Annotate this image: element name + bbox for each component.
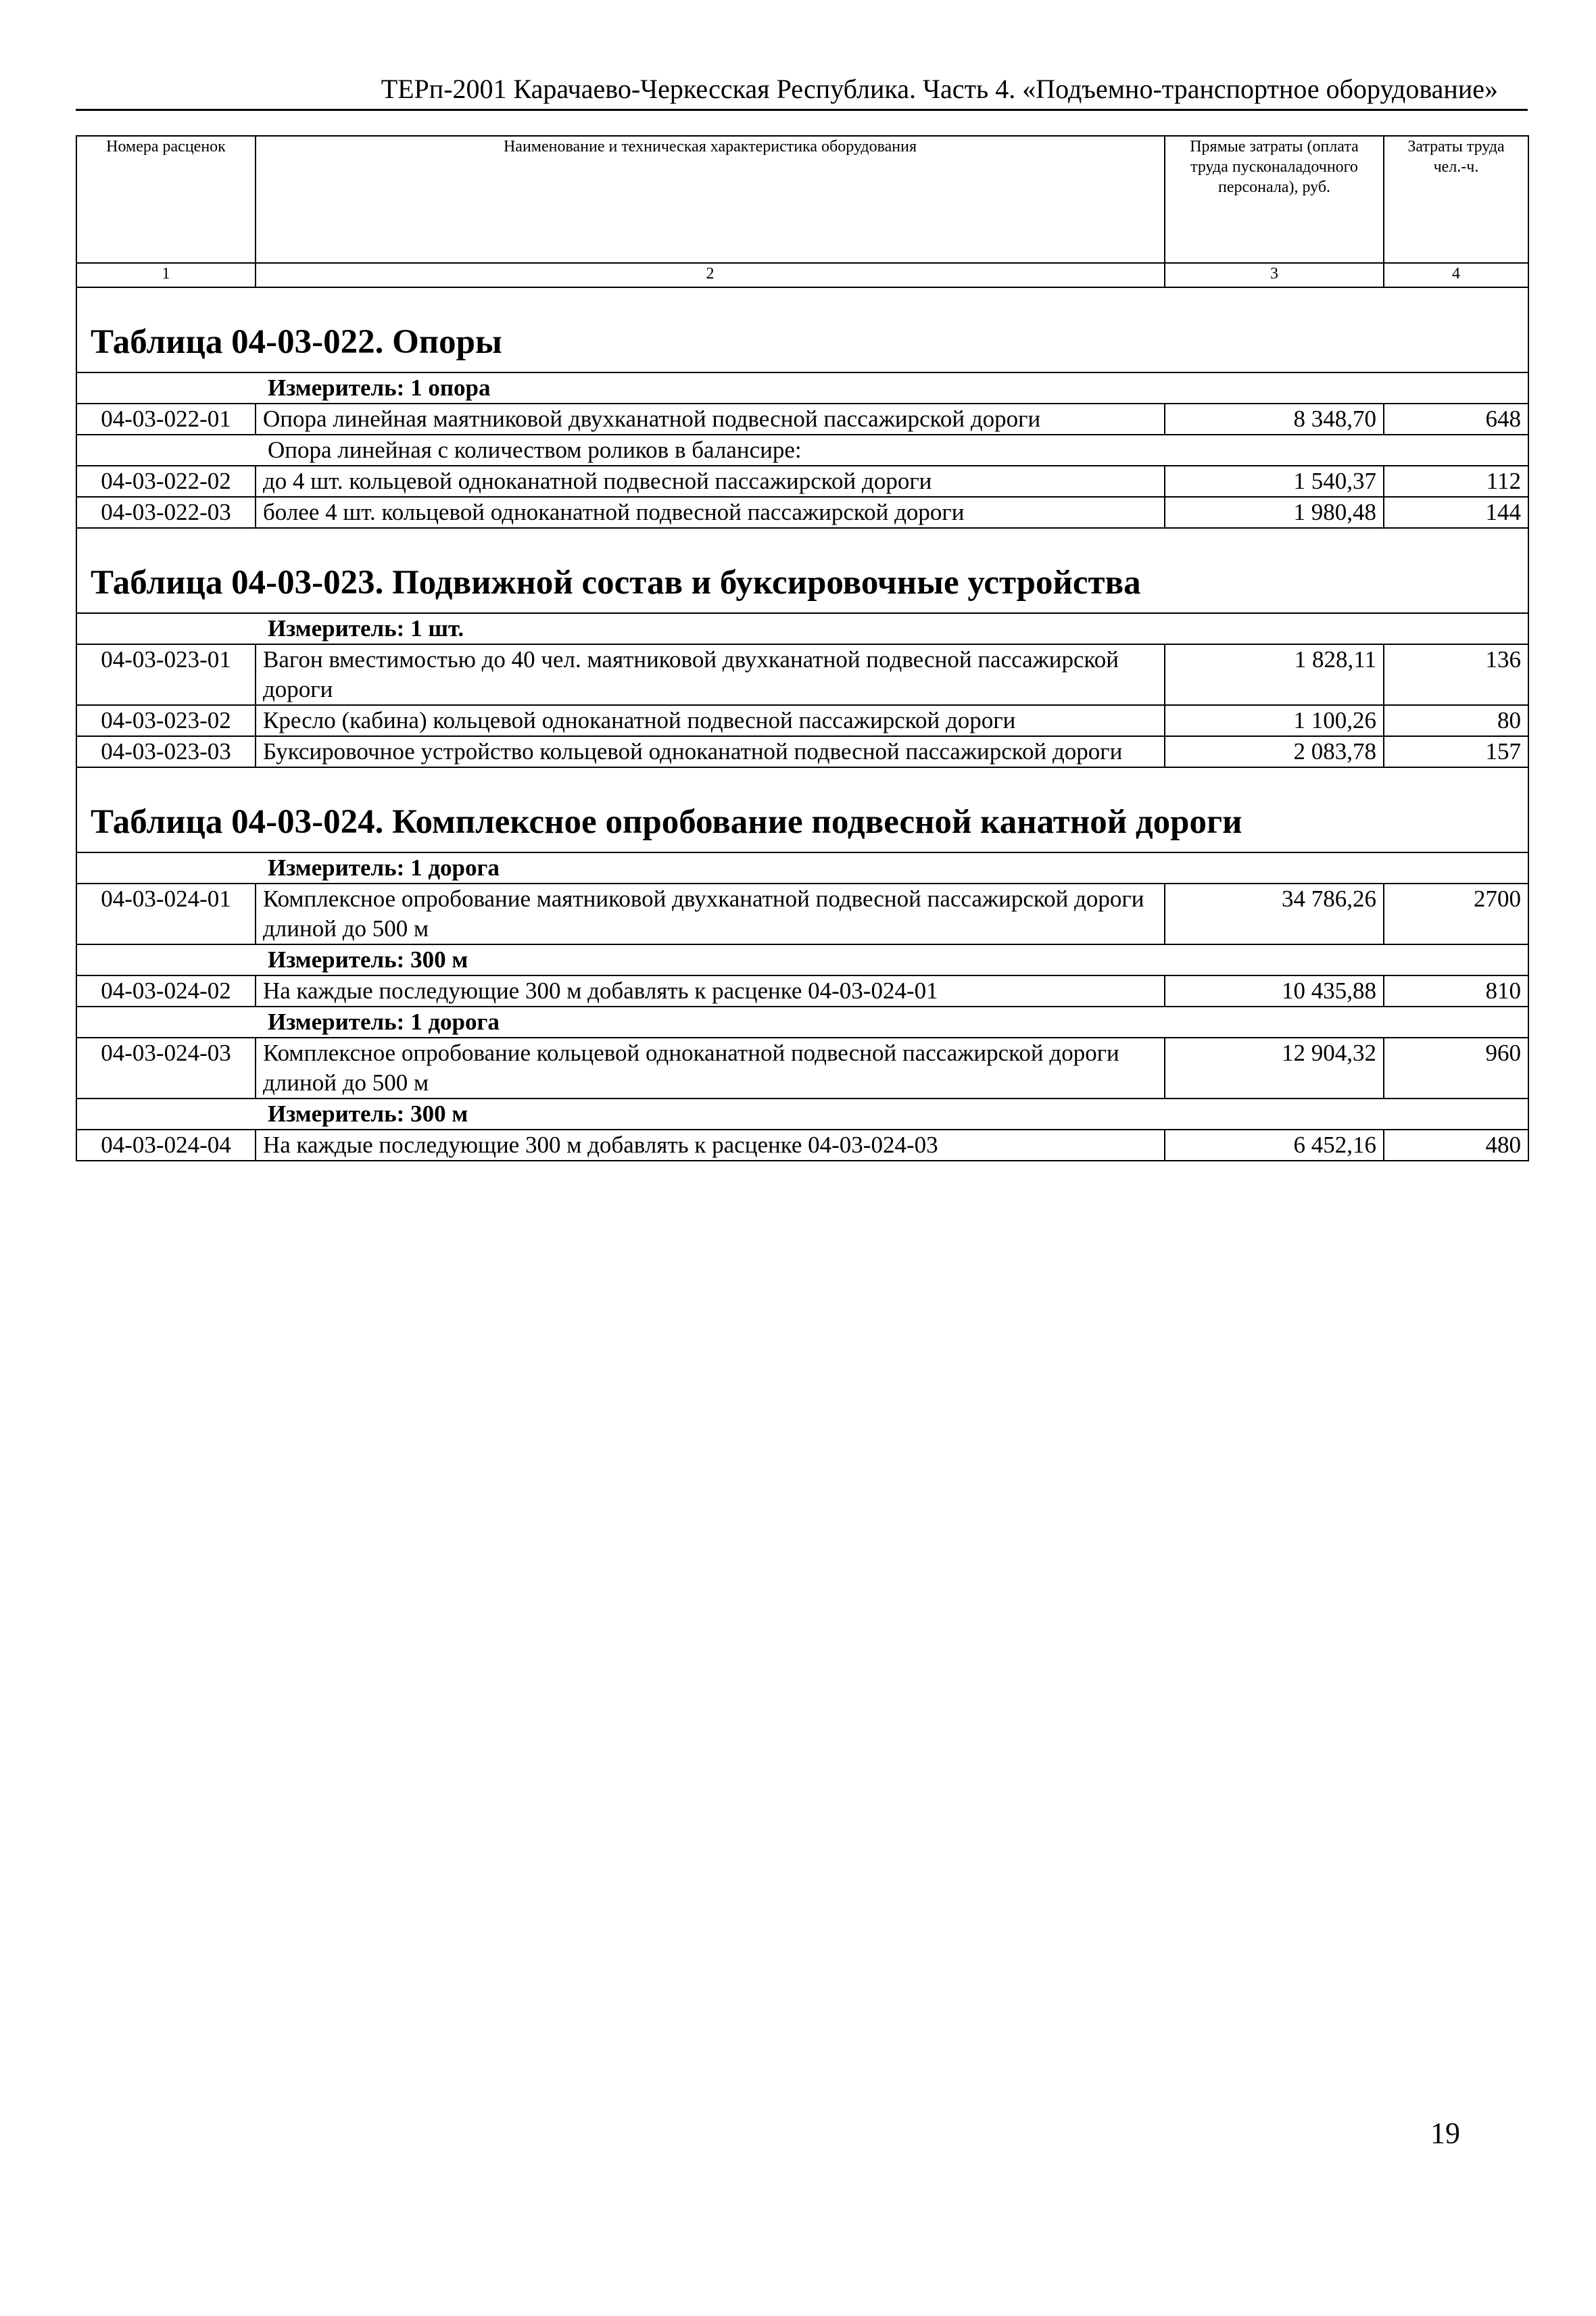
rate-name: до 4 шт. кольцевой одноканатной подвесной пассажирской дороги: [256, 466, 1165, 497]
rate-code: 04-03-022-02: [76, 466, 256, 497]
table-row: [76, 884, 1528, 944]
rate-code: 04-03-022-03: [76, 497, 256, 528]
measure-row: [76, 613, 1528, 644]
section-title: Таблица 04-03-023. Подвижной состав и буксировочные устройства: [76, 528, 1528, 613]
measure-row: [76, 1099, 1528, 1130]
rate-name: Буксировочное устройство кольцевой одноканатной подвесной пассажирской дороги: [256, 736, 1165, 767]
group-row: [76, 435, 1528, 466]
measure-label: Измеритель: 1 опора: [76, 372, 1528, 404]
section-title-row: [76, 287, 1528, 372]
rate-cost: 2 083,78: [1165, 736, 1384, 767]
measure-row: [76, 1007, 1528, 1038]
rate-name: более 4 шт. кольцевой одноканатной подвесной пассажирской дороги: [256, 497, 1165, 528]
rate-labor: 480: [1384, 1130, 1528, 1161]
rate-code: 04-03-024-03: [76, 1038, 256, 1099]
section-title: Таблица 04-03-024. Комплексное опробование подвесной канатной дороги: [76, 767, 1528, 852]
rate-code: 04-03-024-04: [76, 1130, 256, 1161]
rate-code: 04-03-022-01: [76, 404, 256, 435]
rate-labor: 144: [1384, 497, 1528, 528]
rate-labor: 960: [1384, 1038, 1528, 1099]
measure-row: [76, 944, 1528, 975]
rate-name: Комплексное опробование маятниковой двухканатной подвесной пассажирской дороги длиной до 500 м: [256, 884, 1165, 944]
rate-labor: 157: [1384, 736, 1528, 767]
table-row: [76, 1130, 1528, 1161]
col-header-name: Наименование и техническая характеристика оборудования: [256, 136, 1165, 263]
rate-cost: 12 904,32: [1165, 1038, 1384, 1099]
page-number: 19: [1430, 2117, 1460, 2150]
table-row: [76, 644, 1528, 705]
rate-cost: 1 980,48: [1165, 497, 1384, 528]
col-header-cost: Прямые затраты (оплата труда пусконаладочного персонала), руб.: [1165, 136, 1384, 263]
measure-label: Измеритель: 300 м: [76, 1099, 1528, 1130]
group-label: Опора линейная с количеством роликов в балансире:: [76, 435, 1528, 466]
col-number: 4: [1384, 263, 1528, 287]
rate-name: На каждые последующие 300 м добавлять к расценке 04-03-024-03: [256, 1130, 1165, 1161]
section-title-row: [76, 767, 1528, 852]
table-row: [76, 466, 1528, 497]
rate-labor: 112: [1384, 466, 1528, 497]
rate-cost: 10 435,88: [1165, 975, 1384, 1007]
rate-cost: 34 786,26: [1165, 884, 1384, 944]
measure-label: Измеритель: 1 дорога: [76, 1007, 1528, 1038]
rate-code: 04-03-023-02: [76, 705, 256, 736]
col-number: 2: [256, 263, 1165, 287]
table-row: [76, 705, 1528, 736]
table-row: [76, 1038, 1528, 1099]
measure-label: Измеритель: 1 шт.: [76, 613, 1528, 644]
rate-name: Опора линейная маятниковой двухканатной подвесной пассажирской дороги: [256, 404, 1165, 435]
col-header-codes: Номера расценок: [76, 136, 256, 263]
table-row: [76, 404, 1528, 435]
col-number: 3: [1165, 263, 1384, 287]
col-header-labor: Затраты труда чел.-ч.: [1384, 136, 1528, 263]
col-number: 1: [76, 263, 256, 287]
rate-name: Комплексное опробование кольцевой одноканатной подвесной пассажирской дороги длиной до 500 м: [256, 1038, 1165, 1099]
table-row: [76, 736, 1528, 767]
rate-code: 04-03-024-01: [76, 884, 256, 944]
measure-label: Измеритель: 1 дорога: [76, 852, 1528, 884]
rate-cost: 1 828,11: [1165, 644, 1384, 705]
rate-labor: 648: [1384, 404, 1528, 435]
section-title: Таблица 04-03-022. Опоры: [76, 287, 1528, 372]
rate-labor: 2700: [1384, 884, 1528, 944]
rate-code: 04-03-023-01: [76, 644, 256, 705]
table-row: [76, 975, 1528, 1007]
rate-cost: 1 100,26: [1165, 705, 1384, 736]
rate-cost: 1 540,37: [1165, 466, 1384, 497]
column-numbers: [76, 263, 1528, 287]
rate-labor: 136: [1384, 644, 1528, 705]
column-headers: [76, 136, 1528, 263]
rate-labor: 810: [1384, 975, 1528, 1007]
page-header: ТЕРп-2001 Карачаево-Черкесская Республика. Часть 4. «Подъемно-транспортное оборудование»: [76, 68, 1528, 111]
rate-code: 04-03-024-02: [76, 975, 256, 1007]
rate-code: 04-03-023-03: [76, 736, 256, 767]
measure-label: Измеритель: 300 м: [76, 944, 1528, 975]
section-title-row: [76, 528, 1528, 613]
measure-row: [76, 372, 1528, 404]
rate-cost: 6 452,16: [1165, 1130, 1384, 1161]
measure-row: [76, 852, 1528, 884]
rate-name: Вагон вместимостью до 40 чел. маятниковой двухканатной подвесной пассажирской дороги: [256, 644, 1165, 705]
rate-labor: 80: [1384, 705, 1528, 736]
rate-name: Кресло (кабина) кольцевой одноканатной подвесной пассажирской дороги: [256, 705, 1165, 736]
rate-cost: 8 348,70: [1165, 404, 1384, 435]
table-row: [76, 497, 1528, 528]
rates-table: [76, 135, 1529, 1161]
rate-name: На каждые последующие 300 м добавлять к расценке 04-03-024-01: [256, 975, 1165, 1007]
